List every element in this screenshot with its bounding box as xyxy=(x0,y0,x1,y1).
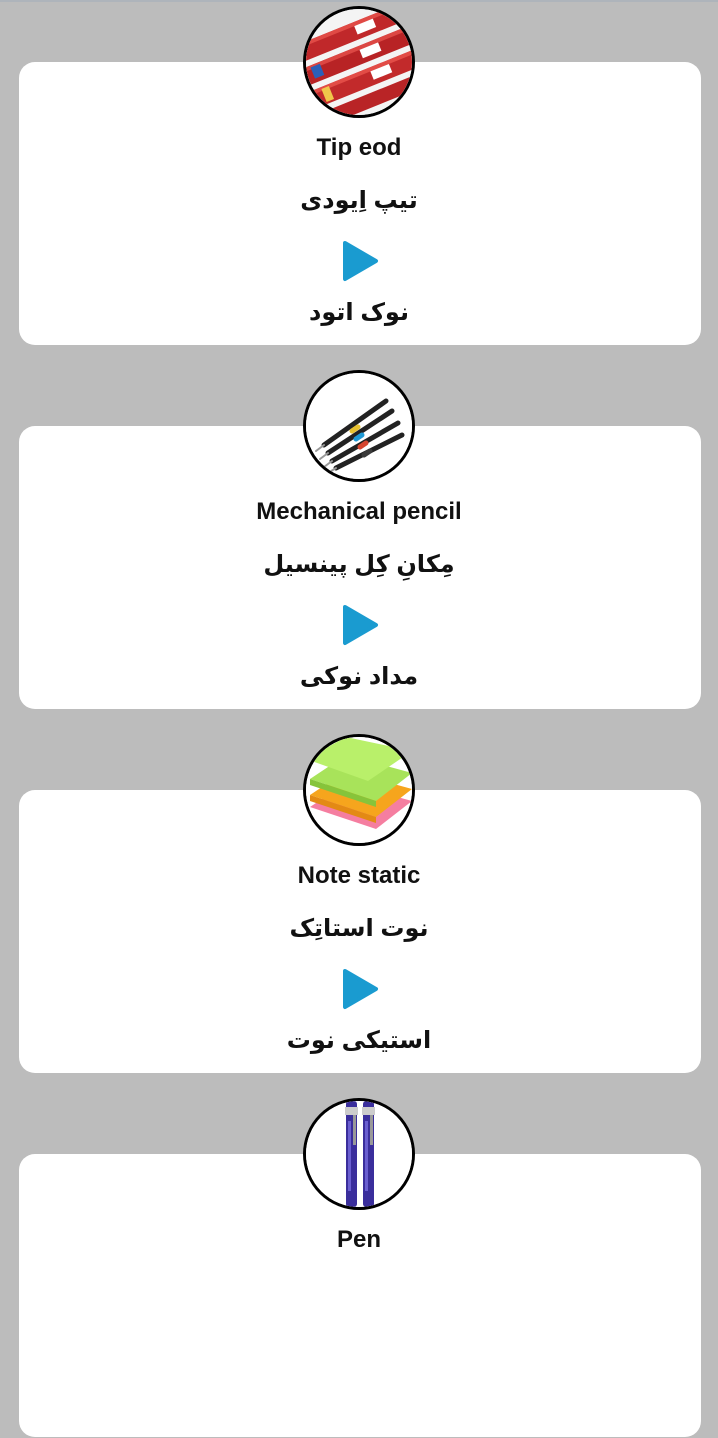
play-icon[interactable] xyxy=(341,604,379,646)
english-word: Note static xyxy=(297,862,421,889)
word-item[interactable] xyxy=(0,370,718,710)
pronunciation-text: مِکانِ کِل پینسیل xyxy=(263,551,455,578)
pens-image xyxy=(303,1098,415,1210)
word-item[interactable] xyxy=(0,6,718,346)
play-icon[interactable] xyxy=(341,240,379,282)
mechanical-pencils-image xyxy=(303,370,415,482)
persian-meaning: نوک اتود xyxy=(309,299,409,326)
word-item[interactable] xyxy=(0,1098,718,1438)
english-word: Mechanical pencil xyxy=(256,498,462,525)
sticky-notes-image xyxy=(303,734,415,846)
english-word: Tip eod xyxy=(316,134,402,161)
play-icon[interactable] xyxy=(341,968,379,1010)
persian-meaning: استیکی نوت xyxy=(286,1027,432,1054)
word-item[interactable] xyxy=(0,734,718,1074)
pronunciation-text: تیپ اِیودی xyxy=(300,187,418,214)
persian-meaning: مداد نوکی xyxy=(299,663,419,690)
pencil-lead-tubes-image xyxy=(303,6,415,118)
english-word: Pen xyxy=(336,1226,381,1253)
pronunciation-text: نوت استاتِک xyxy=(289,915,429,942)
